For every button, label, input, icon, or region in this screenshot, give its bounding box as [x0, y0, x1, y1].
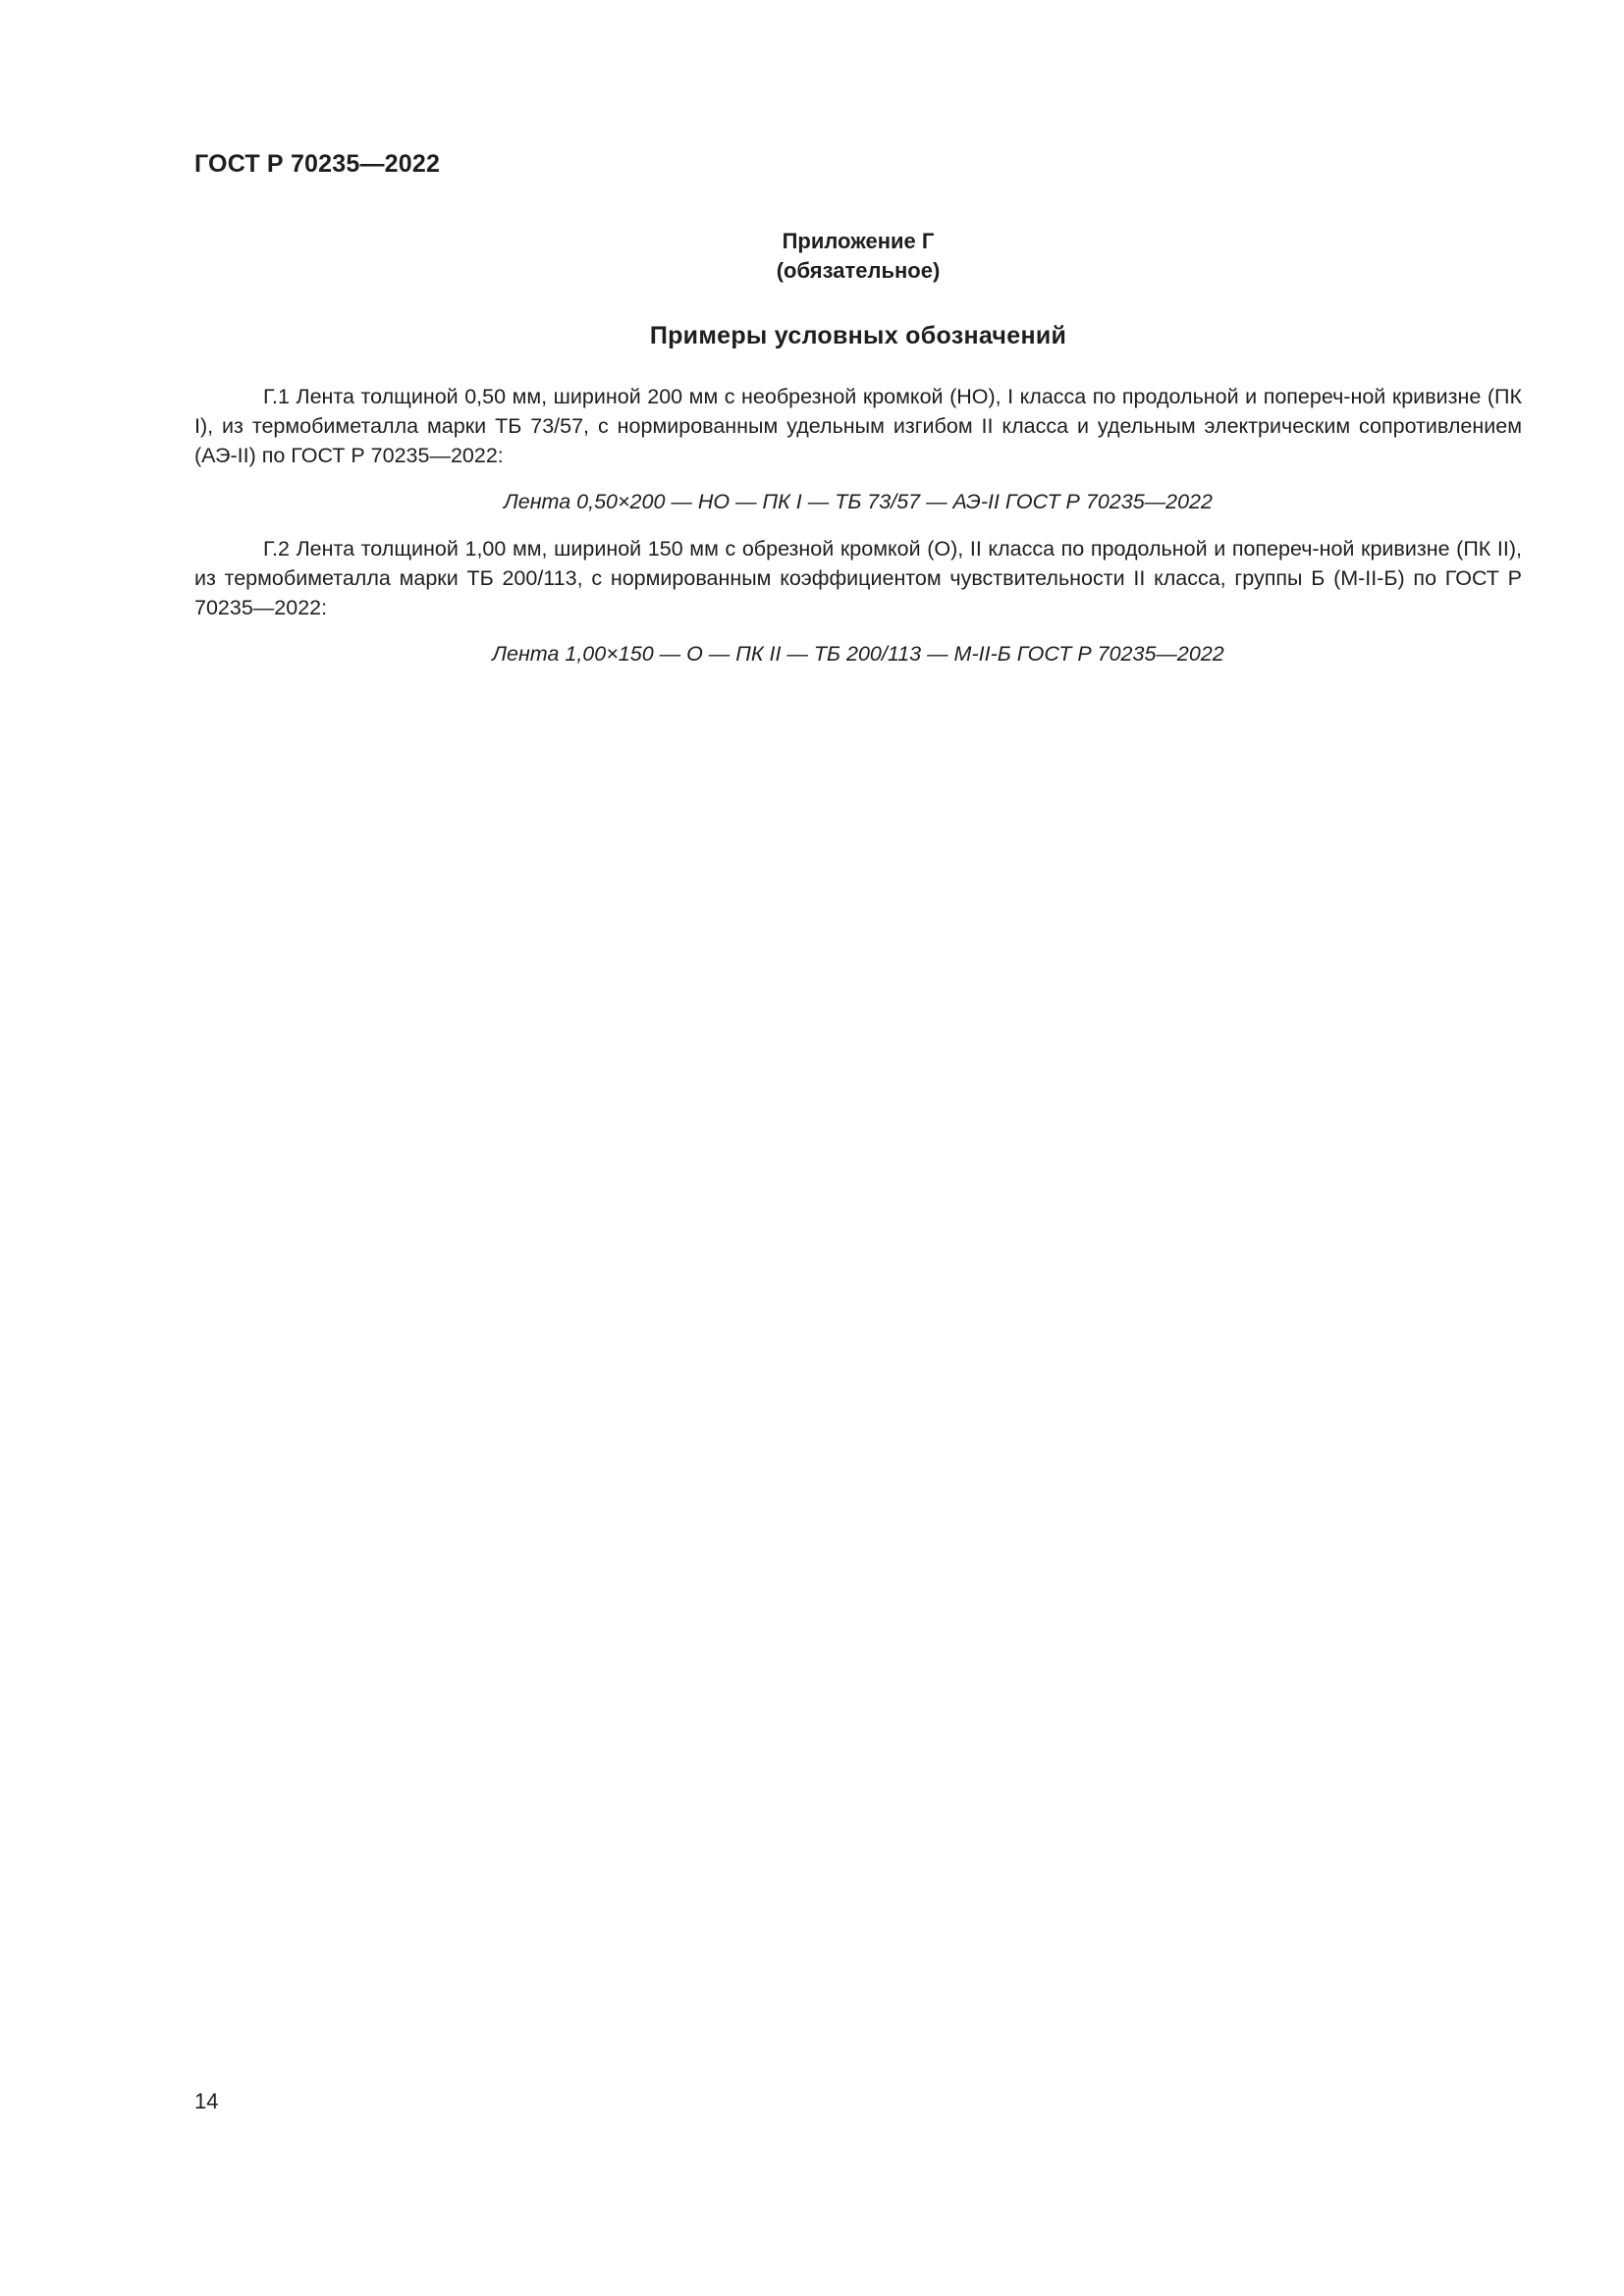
page-number: 14 — [194, 2089, 219, 2113]
example-paragraph-1: Г.1 Лента толщиной 0,50 мм, шириной 200 мм с необрезной кромкой (НО), I класса по продольной и попереч-ной кривизне (ПК I), из термобиметалла марки ТБ 73/57, с нормированным удельным изгибом II класса и удельным электрическим сопротивлением (АЭ-II) по ГОСТ Р 70235—2022: — [194, 385, 1522, 467]
section-title: Примеры условных обозначений — [649, 322, 1067, 349]
example-designation-1: Лента 0,50×200 — НО — ПК I — ТБ 73/57 — АЭ-II ГОСТ Р 70235—2022 — [504, 490, 1213, 513]
document-code-header: ГОСТ Р 70235—2022 — [194, 150, 441, 178]
annex-heading — [194, 227, 1522, 286]
annex-status: (обязательное) — [776, 258, 941, 283]
annex-title: Приложение Г — [782, 229, 935, 253]
example-paragraph-2: Г.2 Лента толщиной 1,00 мм, шириной 150 мм с обрезной кромкой (О), II класса по продольной и попереч-ной кривизне (ПК II), из термобиметалла марки ТБ 200/113, с нормированным коэффициентом чувствительности II класса, группы Б (М-II-Б) по ГОСТ Р 70235—2022: — [194, 537, 1522, 619]
example-designation-2: Лента 1,00×150 — О — ПК II — ТБ 200/113 — М-II-Б ГОСТ Р 70235—2022 — [492, 642, 1224, 666]
